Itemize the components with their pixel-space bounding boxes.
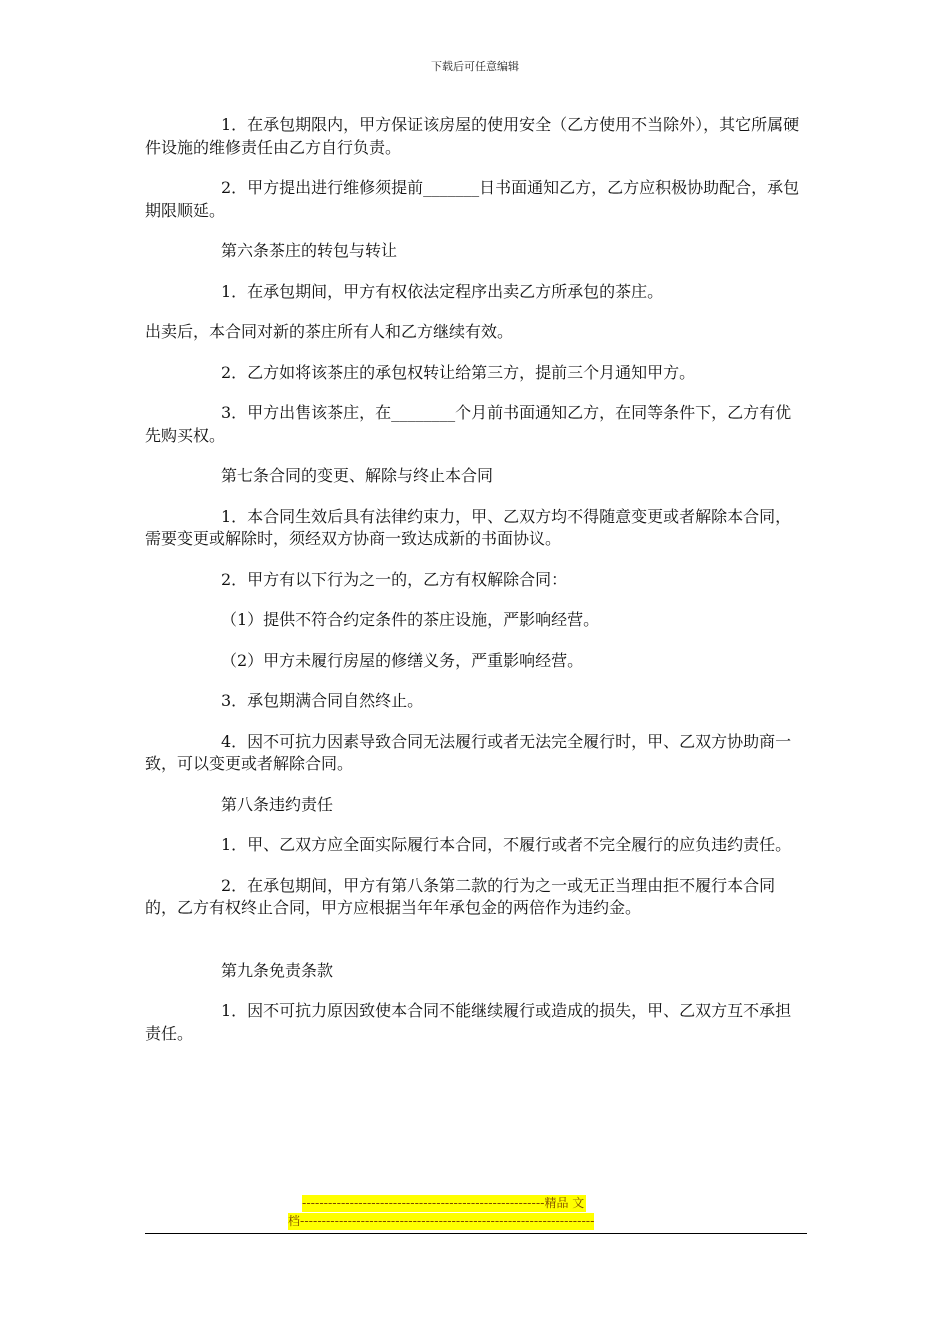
- paragraph: 2．甲方有以下行为之一的，乙方有权解除合同：: [221, 569, 568, 589]
- document-body: [145, 114, 807, 1045]
- footer-rule: [145, 1233, 807, 1234]
- paragraph: 1．在承包期间，甲方有权依法定程序出卖乙方所承包的茶庄。: [221, 281, 664, 301]
- paragraph: 2．甲方提出进行维修须提前_______日书面通知乙方，乙方应积极协助配合，承包期限顺延。: [145, 178, 800, 220]
- paragraph: （1）提供不符合约定条件的茶庄设施，严影响经营。: [221, 610, 600, 629]
- paragraph: 出卖后，本合同对新的茶庄所有人和乙方继续有效。: [145, 322, 514, 341]
- page-header: 下载后可任意编辑: [431, 60, 519, 73]
- paragraph: 第七条合同的变更、解除与终止本合同: [221, 466, 494, 485]
- paragraph: 第九条免责条款: [221, 960, 334, 980]
- paragraph: 1．本合同生效后具有法律约束力，甲、乙双方均不得随意变更或者解除本合同，需要变更或解除时，须经双方协商一致达成新的书面协议。: [145, 506, 792, 548]
- paragraph: 第六条茶庄的转包与转让: [221, 241, 398, 260]
- paragraph: 2．乙方如将该茶庄的承包权转让给第三方，提前三个月通知甲方。: [221, 362, 696, 382]
- paragraph: 1．甲、乙双方应全面实际履行本合同，不履行或者不完全履行的应负违约责任。: [221, 835, 792, 854]
- footer-watermark-line1: --------------------------------------------------------精品 文: [302, 1196, 585, 1210]
- paragraph: 4．因不可抗力因素导致合同无法履行或者无法完全履行时，甲、乙双方协助商一致，可以变更或者解除合同。: [145, 731, 792, 773]
- footer-watermark-line2: 档--------------------------------------------------------------------: [288, 1214, 595, 1228]
- paragraph: （2）甲方未履行房屋的修缮义务，严重影响经营。: [221, 650, 584, 670]
- paragraph: 2．在承包期间，甲方有第八条第二款的行为之一或无正当理由拒不履行本合同的，乙方有权终止合同，甲方应根据当年年承包金的两倍作为违约金。: [145, 875, 776, 917]
- paragraph: 1．在承包期限内，甲方保证该房屋的使用安全（乙方使用不当除外），其它所属硬件设施的维修责任由乙方自行负责。: [145, 115, 800, 157]
- paragraph: 1．因不可抗力原因致使本合同不能继续履行或造成的损失，甲、乙双方互不承担责任。: [145, 1001, 792, 1043]
- paragraph: 第八条违约责任: [221, 794, 334, 814]
- paragraph: 3．承包期满合同自然终止。: [221, 691, 424, 710]
- paragraph: 3．甲方出售该茶庄，在________个月前书面通知乙方，在同等条件下，乙方有优先购买权。: [145, 403, 792, 445]
